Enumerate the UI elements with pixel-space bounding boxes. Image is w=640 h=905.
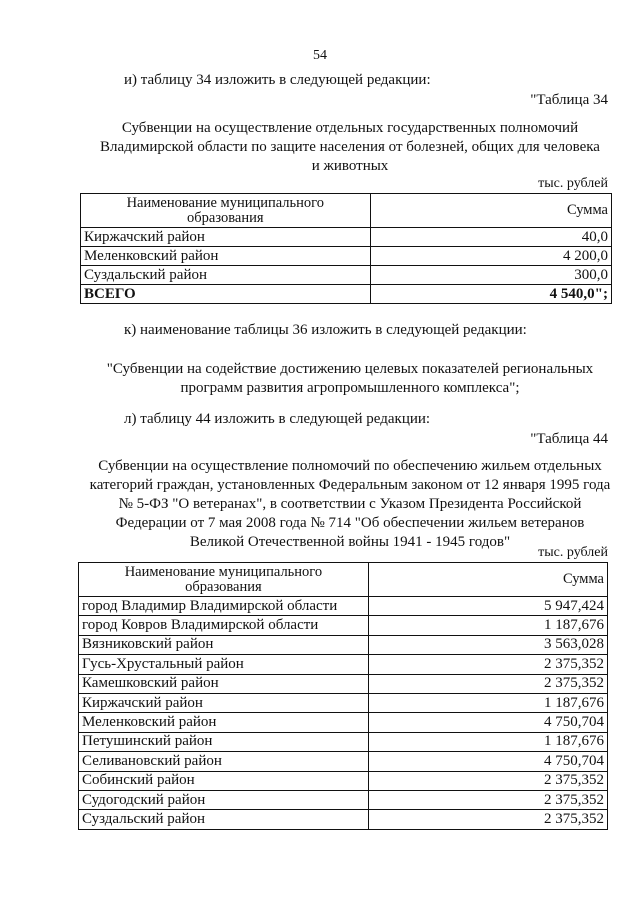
table34-header-name: Наименование муниципального образования	[81, 194, 371, 228]
table34-header-row	[81, 194, 612, 228]
table44-title-line: № 5-ФЗ "О ветеранах", в соответствии с Указом Президента Российской	[118, 496, 582, 512]
table44-row	[79, 693, 608, 712]
table44	[78, 562, 608, 830]
table36-title-line: "Субвенции на содействие достижению целевых показателей региональных	[106, 361, 594, 377]
table44-row	[79, 810, 608, 829]
table34-title-line: Владимирской области по защите населения от болезней, общих для человека	[100, 139, 600, 155]
page-number: 54	[313, 48, 327, 63]
table34-row-value: 300,0	[370, 266, 611, 285]
table44-row	[79, 655, 608, 674]
table44-title	[78, 457, 622, 552]
table34-row	[81, 228, 612, 247]
table34-header-sum: Сумма	[370, 194, 611, 228]
table44-row-name: Камешковский район	[79, 674, 369, 693]
table44-row-name: Суздальский район	[79, 810, 369, 829]
table34-title	[78, 119, 622, 176]
instruction-item-i: и) таблицу 34 изложить в следующей редакции:	[124, 72, 431, 88]
table44-header-row	[79, 563, 608, 597]
table44-row	[79, 616, 608, 635]
instruction-item-k: к) наименование таблицы 36 изложить в следующей редакции:	[124, 322, 527, 338]
table44-row-name: Вязниковский район	[79, 635, 369, 654]
table34-title-line: Субвенции на осуществление отдельных государственных полномочий	[121, 120, 579, 136]
table44-row-value: 2 375,352	[368, 674, 607, 693]
table44-row-value: 5 947,424	[368, 597, 607, 616]
table44-row-value: 2 375,352	[368, 771, 607, 790]
table44-title-line: Субвенции на осуществление полномочий по обеспечению жильем отдельных	[98, 458, 602, 474]
table34-title-line: и животных	[311, 158, 389, 174]
table34-row-value: 40,0	[370, 228, 611, 247]
table44-title-line: категорий граждан, установленных Федеральным законом от 12 января 1995 года	[89, 477, 611, 493]
table44-row-name: Селивановский район	[79, 752, 369, 771]
table44-row-value: 2 375,352	[368, 655, 607, 674]
table44-row	[79, 732, 608, 751]
table34	[80, 193, 612, 304]
table34-label: "Таблица 34	[530, 92, 608, 108]
table34-row-name: Киржачский район	[81, 228, 371, 247]
table34-row-name: Суздальский район	[81, 266, 371, 285]
table44-header-sum: Сумма	[368, 563, 607, 597]
table44-header-name: Наименование муниципального образования	[79, 563, 369, 597]
table34-row	[81, 266, 612, 285]
instruction-item-l: л) таблицу 44 изложить в следующей редакции:	[124, 411, 431, 427]
table44-row-name: Петушинский район	[79, 732, 369, 751]
table34-row-name: Меленковский район	[81, 247, 371, 266]
table36-title	[78, 360, 622, 398]
table34-total-value: 4 540,0";	[370, 285, 611, 304]
table44-row	[79, 713, 608, 732]
table44-unit: тыс. рублей	[538, 545, 608, 560]
table34-total-label: ВСЕГО	[81, 285, 371, 304]
table44-row-name: город Владимир Владимирской области	[79, 597, 369, 616]
table44-row-value: 2 375,352	[368, 790, 607, 809]
table36-title-line: программ развития агропромышленного комплекса";	[180, 380, 520, 396]
table34-row-value: 4 200,0	[370, 247, 611, 266]
table34-row	[81, 247, 612, 266]
table44-title-line: Великой Отечественной войны 1941 - 1945 годов"	[189, 534, 511, 550]
table44-row-name: город Ковров Владимирской области	[79, 616, 369, 635]
table44-row-value: 4 750,704	[368, 752, 607, 771]
table44-row-value: 2 375,352	[368, 810, 607, 829]
table44-row-value: 3 563,028	[368, 635, 607, 654]
table44-row-name: Киржачский район	[79, 693, 369, 712]
table44-row-value: 1 187,676	[368, 616, 607, 635]
table44-row	[79, 752, 608, 771]
table44-row-name: Гусь-Хрустальный район	[79, 655, 369, 674]
table44-title-line: Федерации от 7 мая 2008 года № 714 "Об обеспечении жильем ветеранов	[115, 515, 585, 531]
table44-row-value: 1 187,676	[368, 732, 607, 751]
table44-row	[79, 597, 608, 616]
table44-row-value: 4 750,704	[368, 713, 607, 732]
table44-row-name: Судогодский район	[79, 790, 369, 809]
table44-label: "Таблица 44	[530, 431, 608, 447]
table44-row-name: Меленковский район	[79, 713, 369, 732]
table44-row	[79, 635, 608, 654]
table44-row	[79, 674, 608, 693]
table34-unit: тыс. рублей	[538, 176, 608, 191]
table44-row-name: Собинский район	[79, 771, 369, 790]
table34-total-row	[81, 285, 612, 304]
table44-row	[79, 771, 608, 790]
table44-row-value: 1 187,676	[368, 693, 607, 712]
table44-row	[79, 790, 608, 809]
